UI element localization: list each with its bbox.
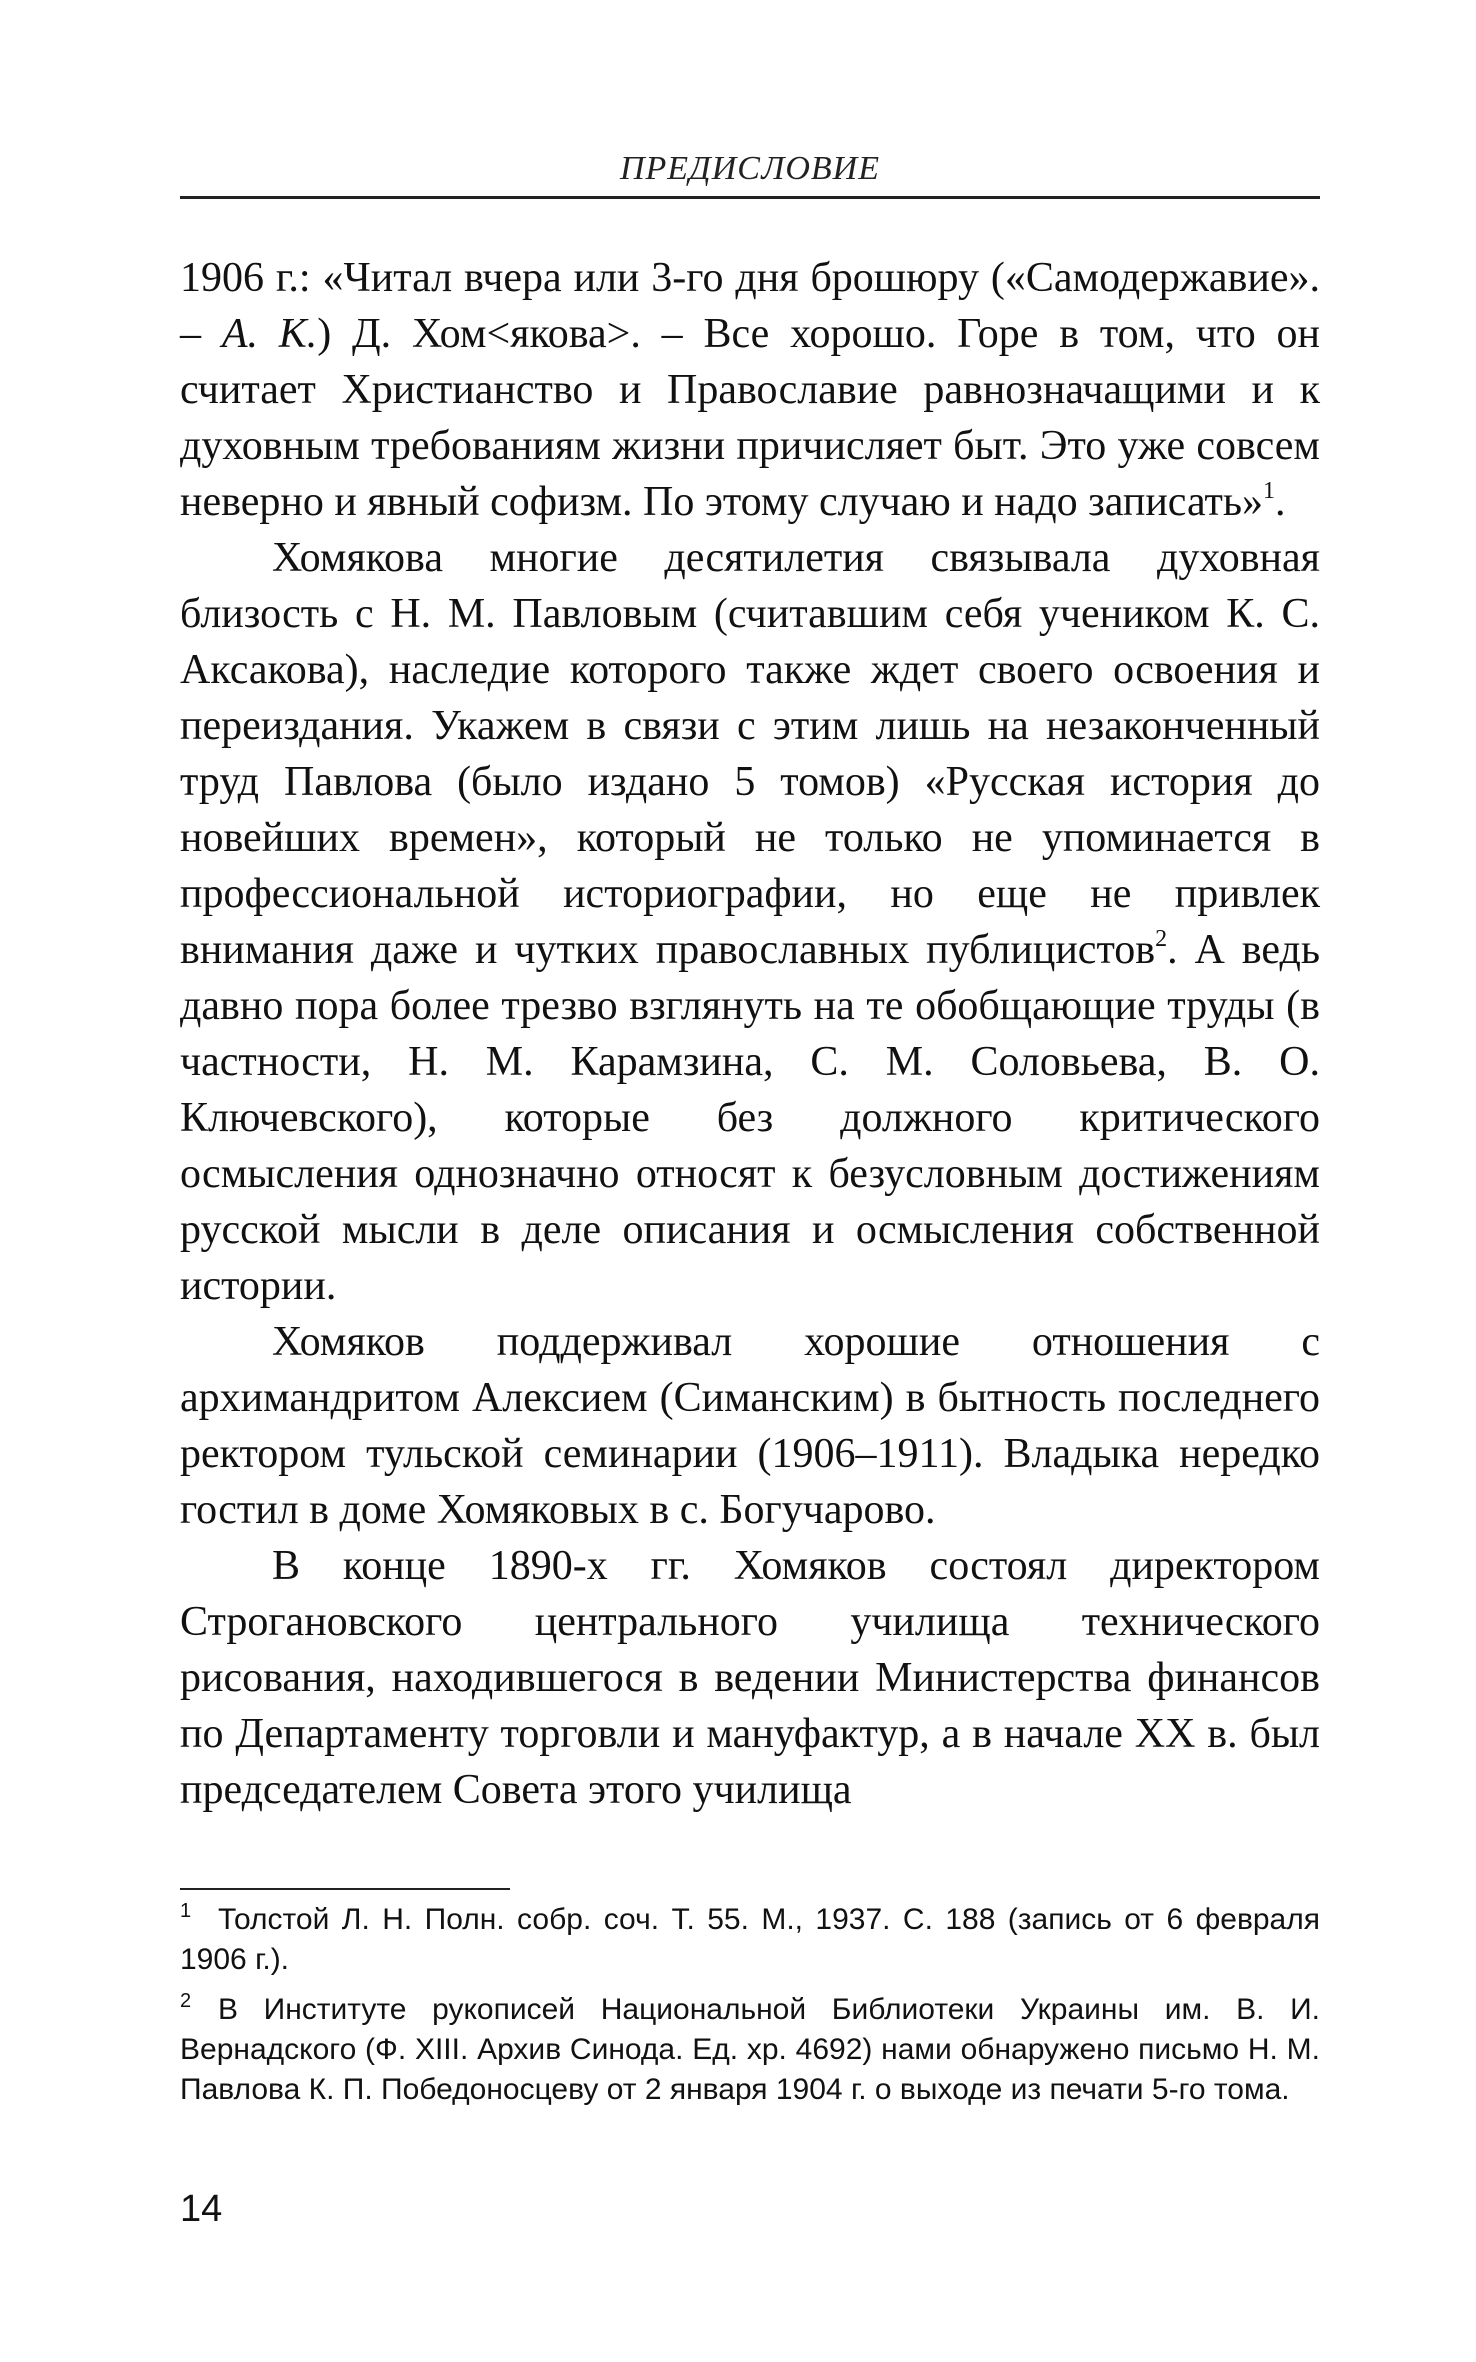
- footnote-2-text: В Институте рукописей Национальной Библиотеки Украины им. В. И. Вернадского (Ф. XIII. Архив Синода. Ед. хр. 4692) нами обнаружено письмо Н. М. Павлова К. П. Победоносцеву от 2 января 1904 г. о выходе из печати 5-го тома.: [180, 1993, 1320, 2106]
- paragraph-1-text: 1906 г.: «Читал вчера или 3-го дня брошюру («Самодержавие». –: [180, 255, 1320, 357]
- paragraph-1-end: .: [1275, 479, 1286, 525]
- paragraph-4: В конце 1890-х гг. Хомяков состоял директором Строгановского центрального училища технического рисования, находившегося в ведении Министерства финансов по Департаменту торговли и мануфактур, а в начале XX в. был председателем Совета этого училища: [180, 1543, 1320, 1813]
- running-header: ПРЕДИСЛОВИЕ: [619, 150, 881, 187]
- page-number: 14: [180, 2188, 223, 2230]
- footnote-1: 1 Толстой Л. Н. Полн. собр. соч. Т. 55. М., 1937. С. 188 (запись от 6 февраля 1906 г.).: [180, 1900, 1320, 1976]
- footnote-rule: [180, 1888, 510, 1890]
- author-initials: А. К.: [221, 311, 318, 357]
- header-rule: [180, 196, 1320, 199]
- paragraph-2: [180, 530, 1320, 1314]
- paragraph-2-text: Хомякова многие десятилетия связывала духовная близость с Н. М. Павловым (считавшим себя учеником К. С. Аксакова), наследие которого также ждет своего освоения и переиздания. Укажем в связи с этим лишь на незаконченный труд Павлова (было издано 5 томов) «Русская история до новейших времен», который не только не упоминается в профессиональной историографии, но еще не привлек внимания даже и чутких православных публицистов: [180, 535, 1320, 973]
- paragraph-1: [180, 250, 1320, 530]
- paragraph-2-text-cont: . А ведь давно пора более трезво взглянуть на те обобщающие труды (в частности, Н. М. Карамзина, С. М. Соловьева, В. О. Ключевского), которые без должного критического осмысления однозначно относят к безусловным достижениям русской мысли в деле описания и осмысления собственной истории.: [180, 927, 1321, 1309]
- footnote-ref-2[interactable]: 2: [1155, 926, 1168, 952]
- footnote-1-text: Толстой Л. Н. Полн. собр. соч. Т. 55. М., 1937. С. 188 (запись от 6 февраля 1906 г.).: [180, 1903, 1320, 1976]
- footnote-ref-1[interactable]: 1: [1263, 478, 1276, 504]
- footnotes: [180, 1900, 1320, 2120]
- paragraph-3: Хомяков поддерживал хорошие отношения с архимандритом Алексием (Симанским) в бытность последнего ректором тульской семинарии (1906–1911). Владыка нередко гостил в доме Хомяковых в с. Богучарово.: [180, 1319, 1320, 1533]
- footnote-2: 2 В Институте рукописей Национальной Библиотеки Украины им. В. И. Вернадского (Ф. XIII. Архив Синода. Ед. хр. 4692) нами обнаружено письмо Н. М. Павлова К. П. Победоносцеву от 2 января 1904 г. о выходе из печати 5-го тома.: [180, 1990, 1320, 2106]
- paragraph-1-text-cont: ) Д. Хом<якова>. – Все хорошо. Горе в том, что он считает Христианство и Православие равнозначащими и к духовным требованиям жизни причисляет быт. Это уже совсем неверно и явный софизм. По этому случаю и надо записать»: [180, 311, 1321, 525]
- main-text: [180, 250, 1320, 1818]
